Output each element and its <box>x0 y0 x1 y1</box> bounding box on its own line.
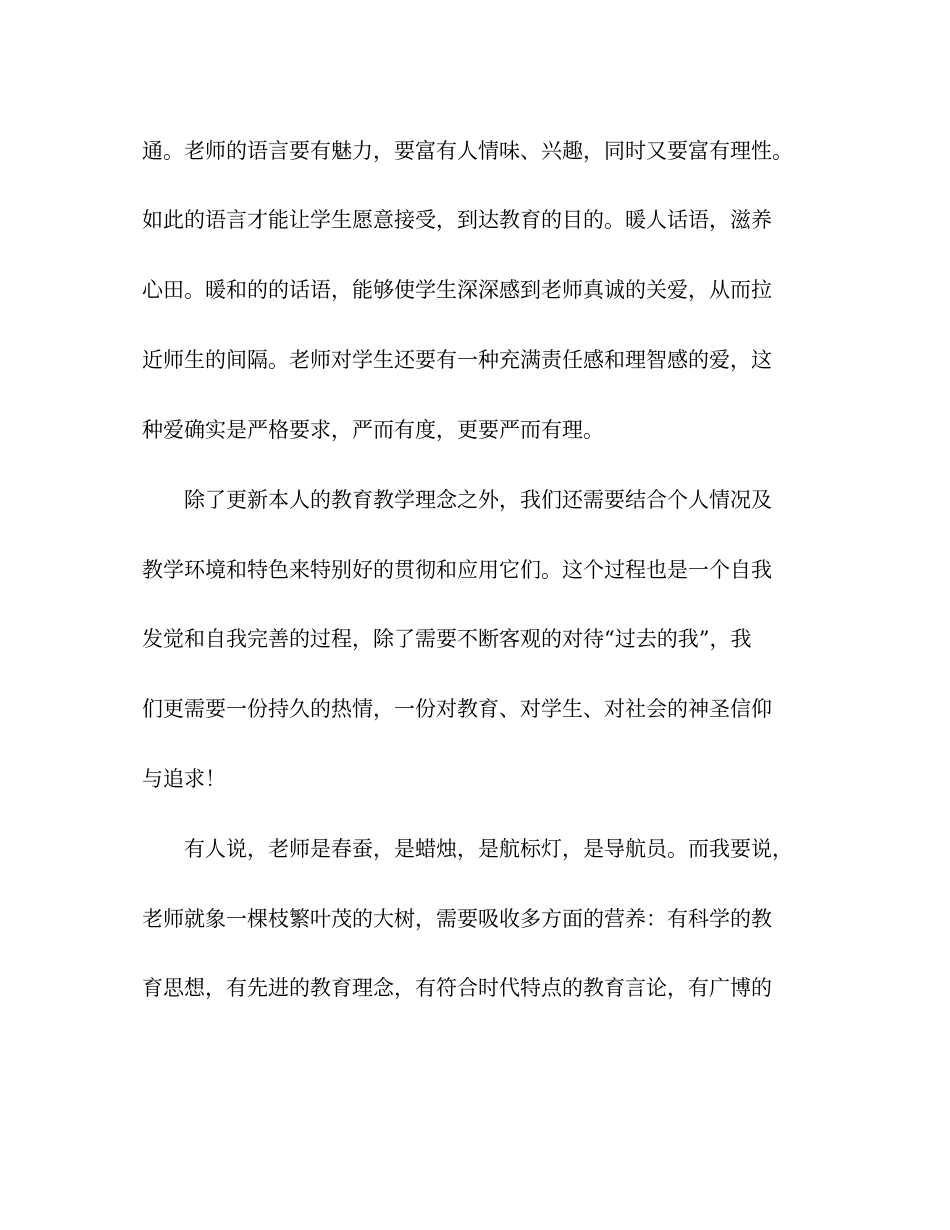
paragraph-first-line: 有人说，老师是春蚕，是蜡烛，是航标灯，是导航员。而我要说， <box>184 837 793 861</box>
text-line: 育思想，有先进的教育理念，有符合时代特点的教育言论，有广博的 <box>142 976 772 1000</box>
text-line: 教学环境和特色来特别好的贯彻和应用它们。这个过程也是一个自我 <box>142 558 772 582</box>
text-line: 老师就象一棵枝繁叶茂的大树，需要吸收多方面的营养：有科学的教 <box>142 907 772 931</box>
text-line: 种爱确实是严格要求，严而有度，更要严而有理。 <box>142 418 604 442</box>
text-line: 通。老师的语言要有魅力，要富有人情味、兴趣，同时又要富有理性。 <box>142 139 793 163</box>
text-line: 与追求！ <box>142 767 226 791</box>
text-line: 们更需要一份持久的热情，一份对教育、对学生、对社会的神圣信仰 <box>142 697 772 721</box>
paragraph-first-line: 除了更新本人的教育教学理念之外，我们还需要结合个人情况及 <box>184 488 772 512</box>
text-line: 如此的语言才能让学生愿意接受，到达教育的目的。暖人话语，滋养 <box>142 208 772 232</box>
text-line: 近师生的间隔。老师对学生还要有一种充满责任感和理智感的爱，这 <box>142 348 772 372</box>
text-line: 发觉和自我完善的过程，除了需要不断客观的对待“过去的我”，我 <box>142 627 752 651</box>
text-line: 心田。暖和的的话语，能够使学生深深感到老师真诚的关爱，从而拉 <box>142 278 772 302</box>
